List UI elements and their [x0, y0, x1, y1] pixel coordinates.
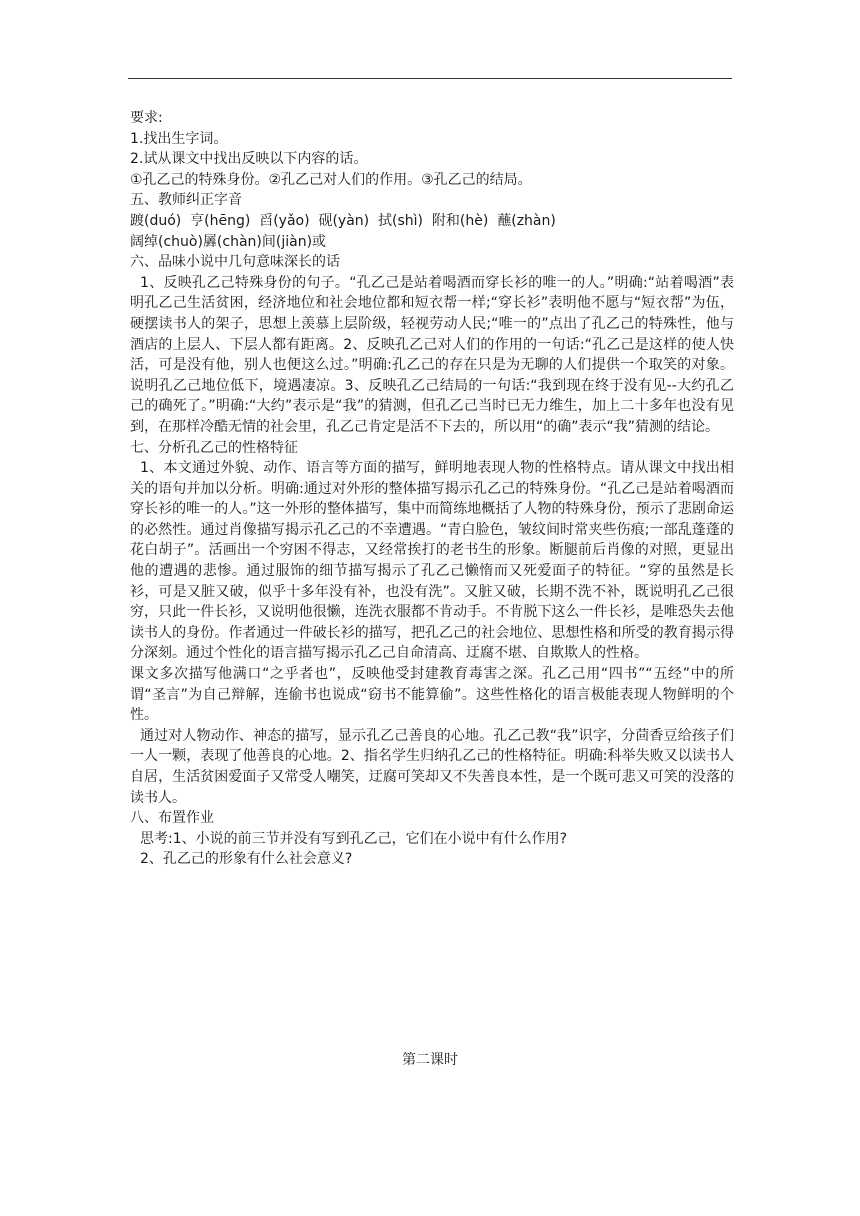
- second-lesson-title: 第二课时: [402, 1052, 458, 1068]
- section-6-paragraph: 1、反映孔乙己特殊身份的句子。“孔乙己是站着喝酒而穿长衫的唯一的人。”明确:“站着喝酒”表明孔乙己生活贫困，经济地位和社会地位都和短衣帮一样;“穿长衫”表明他不愿与“短衣帮”为伍，硬摆读书人的架子，思想上羡慕上层阶级，轻视劳动人民;“唯一的”点出了孔乙己的特殊性，他与酒店的上层人、下层人都有距离。2、反映孔乙己对人们的作用的一句话:“孔乙己是这样的使人快活，可是没有他，别人也便这么过。”明确:孔乙己的存在只是为无聊的人们提供一个取笑的对象。说明孔乙己地位低下，境遇凄凉。3、反映孔乙己结局的一句话:“我到现在终于没有见--大约孔乙己的确死了。”明确:“大约”表示是“我”的猜测，但孔乙己当时已无力维生，加上二十多年也没有见到，在那样冷酷无情的社会里，孔乙己肯定是活不下去的，所以用“的确”表示“我”猜测的结论。: [130, 274, 734, 435]
- section-7-paragraph-3: 通过对人物动作、神态的描写，显示孔乙己善良的心地。孔乙己教“我”识字，分茴香豆给孩子们一人一颗，表现了他善良的心地。2、指名学生归纳孔乙己的性格特征。明确:科举失败又以读书人自居，生活贫困爱面子又常受人嘲笑，迂腐可笑却又不失善良本性，是一个既可悲又可笑的没落的读书人。: [130, 727, 734, 806]
- requirements-heading: 要求:: [130, 110, 163, 126]
- section-5-heading: 五、教师纠正字音: [130, 192, 242, 209]
- requirement-2: 2.试从课文中找出反映以下内容的话。: [130, 151, 368, 168]
- section-7-paragraph-1: 1、本文通过外貌、动作、语言等方面的描写，鲜明地表现人物的性格特点。请从课文中找出相关的语句并加以分析。明确:通过对外形的整体描写揭示孔乙己的特殊身份。“孔乙己是站着喝酒而穿长衫的唯一的人。”这一外形的整体描写，集中而简练地概括了人物的特殊身份，预示了悲剧命运的必然性。通过肖像描写揭示孔乙己的不幸遭遇。“青白脸色，皱纹间时常夹些伤痕;一部乱蓬蓬的花白胡子”。活画出一个穷困不得志，又经常挨打的老书生的形象。断腿前后肖像的对照，更显出他的遭遇的悲惨。通过服饰的细节描写揭示了孔乙己懒惰而又死爱面子的特征。“穿的虽然是长衫，可是又脏又破，似乎十多年没有补，也没有洗”。又脏又破，长期不洗不补，既说明孔乙己很穷，只此一件长衫，又说明他很懒，连洗衣服都不肯动手。不肯脱下这么一件长衫，是唯恐失去他读书人的身份。作者通过一件破长衫的描写，把孔乙己的社会地位、思想性格和所受的教育揭示得分深刻。通过个性化的语言描写揭示孔乙己自命清高、迂腐不堪、自欺欺人的性格。: [130, 460, 734, 662]
- pronunciation-line-1: 踱(duó) 亨(hēng) 舀(yǎo) 砚(yàn) 拭(shì) 附和(hè) 蘸(zhàn): [130, 212, 556, 229]
- header-rule: [128, 78, 732, 79]
- section-7-heading: 七、分析孔乙己的性格特征: [130, 439, 298, 456]
- homework-2: 2、孔乙己的形象有什么社会意义?: [140, 851, 353, 868]
- requirement-items: ①孔乙己的特殊身份。②孔乙己对人们的作用。③孔乙己的结局。: [130, 171, 532, 188]
- section-6-heading: 六、品味小说中几句意味深长的话: [130, 254, 340, 271]
- requirement-1: 1.找出生字词。: [130, 130, 228, 147]
- section-7-paragraph-2: 课文多次描写他满口“之乎者也”，反映他受封建教育毒害之深。孔乙己用“四书”“五经”中的所谓“圣言”为自己辩解，连偷书也说成“窃书不能算偷”。这些性格化的语言极能表现人物鲜明的个性。: [130, 666, 734, 724]
- pronunciation-line-2: 阔绰(chuò)羼(chàn)间(jiàn)或: [130, 233, 327, 250]
- document-body: [130, 108, 734, 870]
- section-8-heading: 八、布置作业: [130, 810, 214, 827]
- homework-1: 思考:1、小说的前三节并没有写到孔乙己，它们在小说中有什么作用?: [140, 830, 568, 847]
